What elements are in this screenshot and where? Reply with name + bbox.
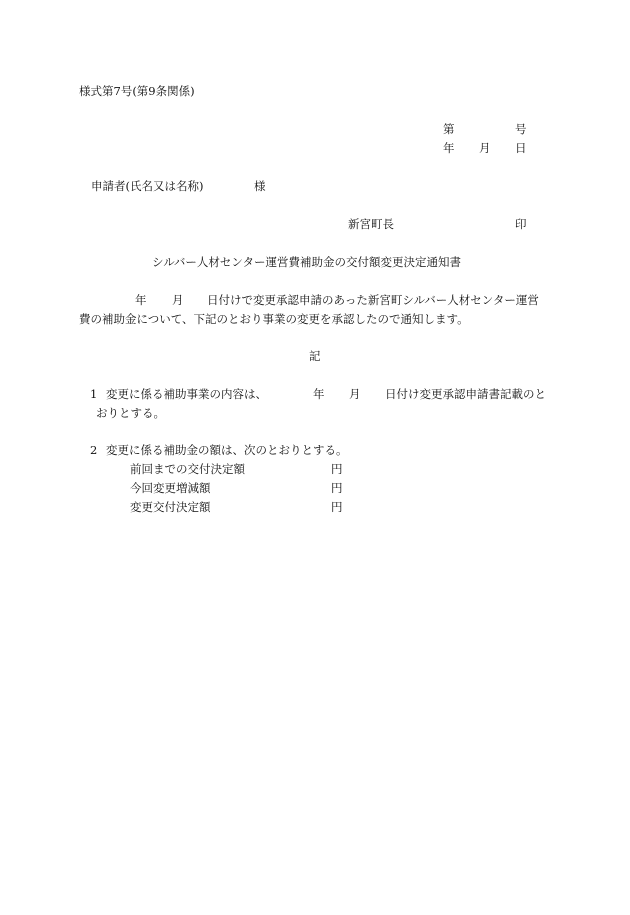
ki-heading: 記 [309, 349, 321, 363]
intro-line2: 費の補助金について、下記のとおり事業の変更を承認したので通知します。 [79, 312, 469, 326]
form-number: 様式第7号(第9条関係) [79, 84, 195, 98]
item1-month: 月 [349, 387, 361, 401]
amount-row-label: 前回までの交付決定額 [130, 462, 245, 476]
item1-text-b: 日付け変更承認申請書記載のと [385, 387, 546, 401]
item1-year: 年 [313, 387, 325, 401]
item1-line2: おりとする。 [96, 406, 165, 420]
date-month: 月 [479, 141, 491, 155]
intro-year: 年 [135, 293, 147, 307]
amount-row-unit: 円 [331, 500, 343, 514]
item2-text: 変更に係る補助金の額は、次のとおりとする。 [106, 443, 348, 457]
addressee-honorific: 様 [254, 179, 266, 193]
intro-line1: 日付けで変更承認申請のあった新宮町シルバー人材センター運営 [207, 293, 539, 307]
item1-text-a: 変更に係る補助事業の内容は、 [106, 387, 267, 401]
doc-number-suffix: 号 [515, 122, 527, 136]
amount-row-label: 今回変更増減額 [130, 481, 211, 495]
item2-number: 2 [90, 443, 98, 457]
document-title: シルバー人材センター運営費補助金の交付額変更決定通知書 [152, 255, 461, 269]
issuer-title: 新宮町長 [348, 217, 394, 231]
date-day: 日 [515, 141, 527, 155]
amount-row-unit: 円 [331, 481, 343, 495]
amount-row-unit: 円 [331, 462, 343, 476]
amount-row-label: 変更交付決定額 [130, 500, 211, 514]
addressee-label: 申請者(氏名又は名称) [91, 179, 204, 193]
issuer-seal: 印 [515, 217, 527, 231]
doc-number-prefix: 第 [443, 122, 455, 136]
intro-month: 月 [172, 293, 184, 307]
date-year: 年 [443, 141, 455, 155]
item1-number: 1 [90, 387, 98, 401]
